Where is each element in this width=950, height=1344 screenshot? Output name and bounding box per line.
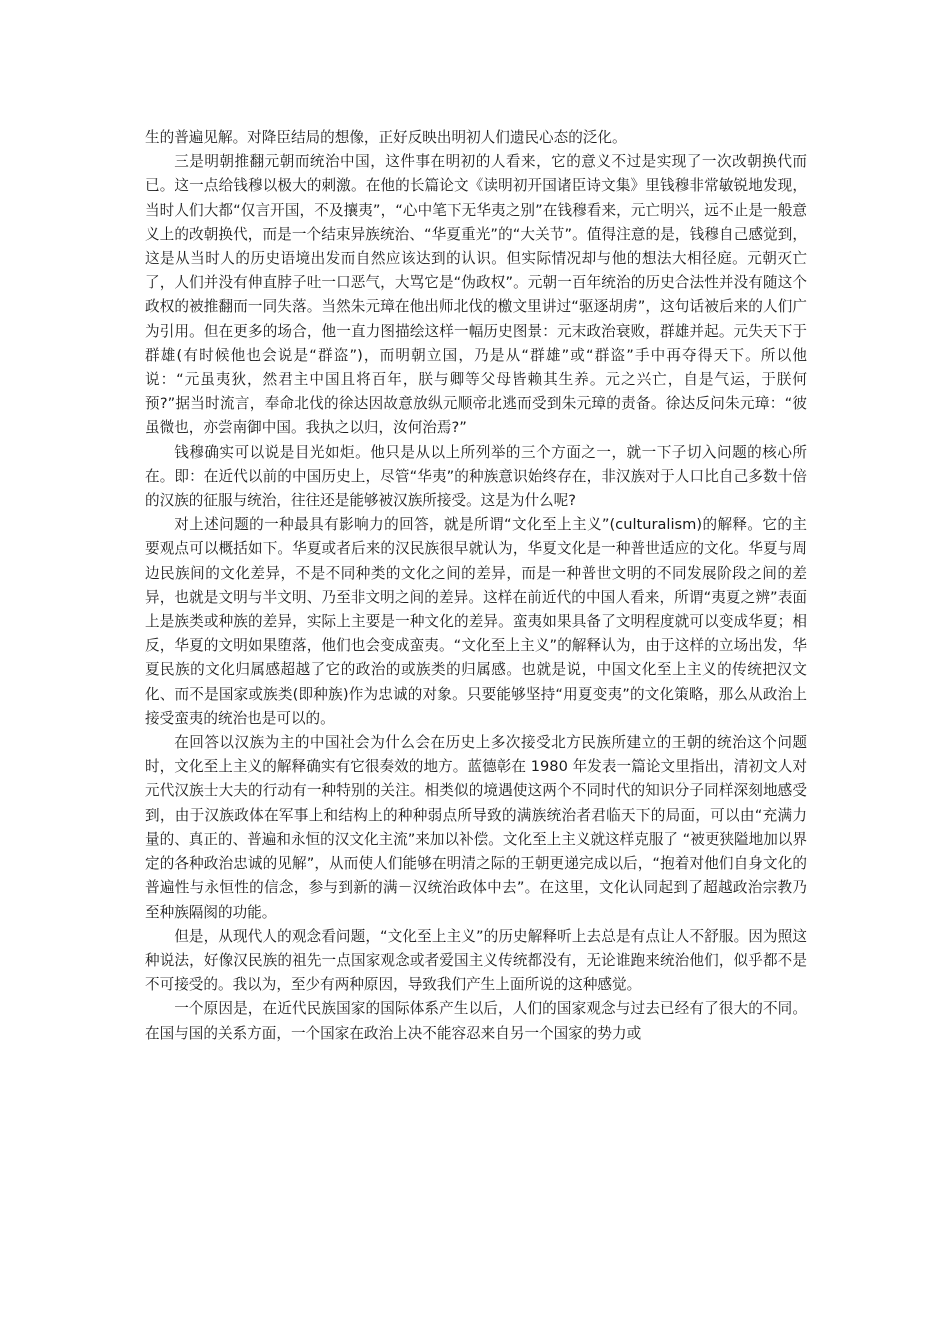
paragraph-first-reason: 一个原因是，在近代民族国家的国际体系产生以后，人们的国家观念与过去已经有了很大的不同。在国与国的关系方面，一个国家在政治上决不能容忍来自另一个国家的势力或 [145,1000,807,1042]
paragraph-culturalism-explanation: 对上述问题的一种最具有影响力的回答，就是所谓“文化至上主义”(culturalism)的解释。它的主要观点可以概括如下。华夏或者后来的汉民族很早就认为，华夏文化是一种普世适应的文化。华夏与周边民族间的文化差异，不是不同种类的文化之间的差异，而是一种普世文明的不同发展阶段之间的差异，也就是文明与半文明、乃至非文明之间的差异。这样在前近代的中国人看来，所谓“夷夏之辨”表面上是族类或种族的差异，实际上主要是一种文化的差异。蛮夷如果具备了文明程度就可以变成华夏；相反，华夏的文明如果堕落，他们也会变成蛮夷。“文化至上主义”的解释认为，由于这样的立场出发，华夏民族的文化归属感超越了它的政治的或族类的归属感。也就是说，中国文化至上主义的传统把汉文化、而不是国家或族类(即种族)作为忠诚的对象。只要能够坚持“用夏变夷”的文化策略，那么从政治上接受蛮夷的统治也是可以的。 [145,516,807,727]
paragraph-langlois-study: 在回答以汉族为主的中国社会为什么会在历史上多次接受北方民族所建立的王朝的统治这个问题时，文化至上主义的解释确实有它很奏效的地方。蓝德彰在 1980 年发表一篇论文里指出，清初文人对元代汉族士大夫的行动有一种特别的关注。相类似的境遇使这两个不同时代的知识分子同样深刻地感受到，由于汉族政体在军事上和结构上的种种弱点所导致的满族统治者君临天下的局面，可以由“充满力量的、真正的、普遍和永恒的汉文化主流”来加以补偿。文化至上主义就这样克服了 “被更狭隘地加以界定的各种政治忠诚的见解”，从而使人们能够在明清之际的王朝更递完成以后，“抱着对他们自身文化的普遍性与永恒性的信念，参与到新的满－汉统治政体中去”。在这里，文化认同起到了超越政治宗教乃至种族隔阂的功能。 [145,734,807,921]
document-page [145,126,807,1046]
paragraph-continuation: 生的普遍见解。对降臣结局的想像，正好反映出明初人们遗民心态的泛化。 [145,129,627,146]
paragraph-ming-overthrow-yuan: 三是明朝推翻元朝而统治中国，这件事在明初的人看来，它的意义不过是实现了一次改朝换代而已。这一点给钱穆以极大的刺激。在他的长篇论文《读明初开国诸臣诗文集》里钱穆非常敏锐地发现，当时人们大都“仅言开国，不及攘夷”，“心中笔下无华夷之别”在钱穆看来，元亡明兴，远不止是一般意义上的改朝换代，而是一个结束异族统治、“华夏重光”的“大关节”。值得注意的是，钱穆自己感觉到，这是从当时人的历史语境出发而自然应该达到的认识。但实际情况却与他的想法大相径庭。元朝灭亡了，人们并没有伸直脖子吐一口恶气，大骂它是“伪政权”。元朝一百年统治的历史合法性并没有随这个政权的被推翻而一同失落。当然朱元璋在他出师北伐的檄文里讲过“驱逐胡虏”，这句话被后来的人们广为引用。但在更多的场合，他一直力图描绘这样一幅历史图景：元末政治衰败，群雄并起。元失天下于群雄(有时候他也会说是“群盗”)，而明朝立国，乃是从“群雄”或“群盗”手中再夺得天下。所以他说：“元虽夷狄，然君主中国且将百年，朕与卿等父母皆赖其生养。元之兴亡，自是气运，于朕何预?”据当时流言，奉命北伐的徐达因故意放纵元顺帝北逃而受到朱元璋的责备。徐达反问朱元璋：“彼虽微也，亦尝南御中国。我执之以归，汝何治焉?” [145,153,807,437]
paragraph-modern-discomfort: 但是，从现代人的观念看问题，“文化至上主义”的历史解释听上去总是有点让人不舒服。因为照这种说法，好像汉民族的祖先一点国家观念或者爱国主义传统都没有，无论谁跑来统治他们，似乎都不是不可接受的。我以为，至少有两种原因，导致我们产生上面所说的这种感觉。 [145,927,807,994]
paragraph-qian-mu-insight: 钱穆确实可以说是目光如炬。他只是从以上所列举的三个方面之一，就一下子切入问题的核心所在。即：在近代以前的中国历史上，尽管“华夷”的种族意识始终存在，非汉族对于人口比自己多数十倍的汉族的征服与统治，往往还是能够被汉族所接受。这是为什么呢? [145,443,807,510]
